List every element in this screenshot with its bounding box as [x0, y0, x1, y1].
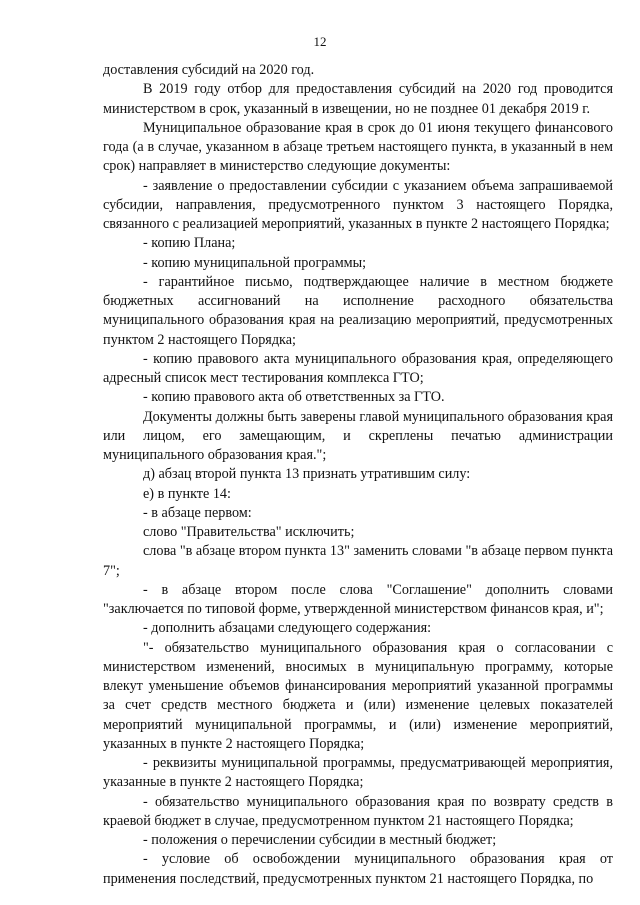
- paragraph: - реквизиты муниципальной программы, предусматривающей мероприятия, указанные в пункте 2 настоящего Порядка;: [103, 755, 613, 791]
- page-number: 12: [313, 34, 327, 49]
- paragraph: - копию Плана;: [143, 235, 236, 252]
- paragraph: - копию правового акта муниципального образования края, определяющего адресный список мест тестирования комплекса ГТО;: [103, 350, 613, 386]
- paragraph: - в абзаце втором после слова "Соглашение" дополнить словами "заключается по типовой форме, утвержденной министерством финансов края, и";: [103, 581, 613, 617]
- paragraph: - условие об освобождении муниципального образования края от применения последствий, предусмотренных пунктом 21 настоящего Порядка, по: [103, 851, 613, 887]
- paragraph: - в абзаце первом:: [143, 504, 252, 521]
- paragraph: слово "Правительства" исключить;: [143, 524, 355, 540]
- paragraph: - дополнить абзацами следующего содержания:: [143, 620, 432, 637]
- paragraph: доставления субсидий на 2020 год.: [103, 62, 315, 78]
- paragraph: - копию муниципальной программы;: [143, 254, 367, 271]
- paragraph: - положения о перечислении субсидии в местный бюджет;: [143, 832, 497, 848]
- paragraph: Документы должны быть заверены главой муниципального образования края или лицом, его замещающим, и скреплены печатью администрации муниципального образования края.";: [103, 408, 613, 463]
- paragraph: слова "в абзаце втором пункта 13" заменить словами "в абзаце первом пункта 7";: [103, 543, 613, 579]
- paragraph: "- обязательство муниципального образования края о согласовании с министерством изменений, вносимых в муниципальную программу, которые влекут уменьшение объемов финансирования мероприятий указанной программы за счет средств местного бюджета и (или) изменение целевых показателей мероприятий муниципальной программы, и (или) изменение мероприятий, указанных в пункте 2 настоящего Порядка;: [103, 639, 613, 752]
- paragraph: Муниципальное образование края в срок до 01 июня текущего финансового года (а в случае, указанном в абзаце третьем настоящего пункта, в указанный в нем срок) направляет в министерство следующие документы:: [103, 119, 613, 175]
- document-body: [103, 61, 613, 889]
- paragraph: - гарантийное письмо, подтверждающее наличие в местном бюджете бюджетных ассигнований на исполнение расходного обязательства муниципального образования края на реализацию мероприятий, предусмотренных пунктом 2 настоящего Порядка;: [103, 273, 613, 348]
- paragraph: В 2019 году отбор для предоставления субсидий на 2020 год проводится министерством в срок, указанный в извещении, но не позднее 01 декабря 2019 г.: [103, 81, 613, 117]
- paragraph: - копию правового акта об ответственных за ГТО.: [143, 389, 445, 406]
- paragraph: д) абзац второй пункта 13 признать утратившим силу:: [143, 466, 471, 483]
- paragraph: - заявление о предоставлении субсидии с указанием объема запрашиваемой субсидии, направления, предусмотренного пунктом 3 настоящего Порядка, связанного с реализацией мероприятий, указанных в пункте 2 настоящего Порядка;: [103, 177, 613, 232]
- paragraph: е) в пункте 14:: [143, 485, 231, 502]
- paragraph: - обязательство муниципального образования края по возврату средств в краевой бюджет в случае, предусмотренном пунктом 21 настоящего Порядка;: [103, 793, 613, 829]
